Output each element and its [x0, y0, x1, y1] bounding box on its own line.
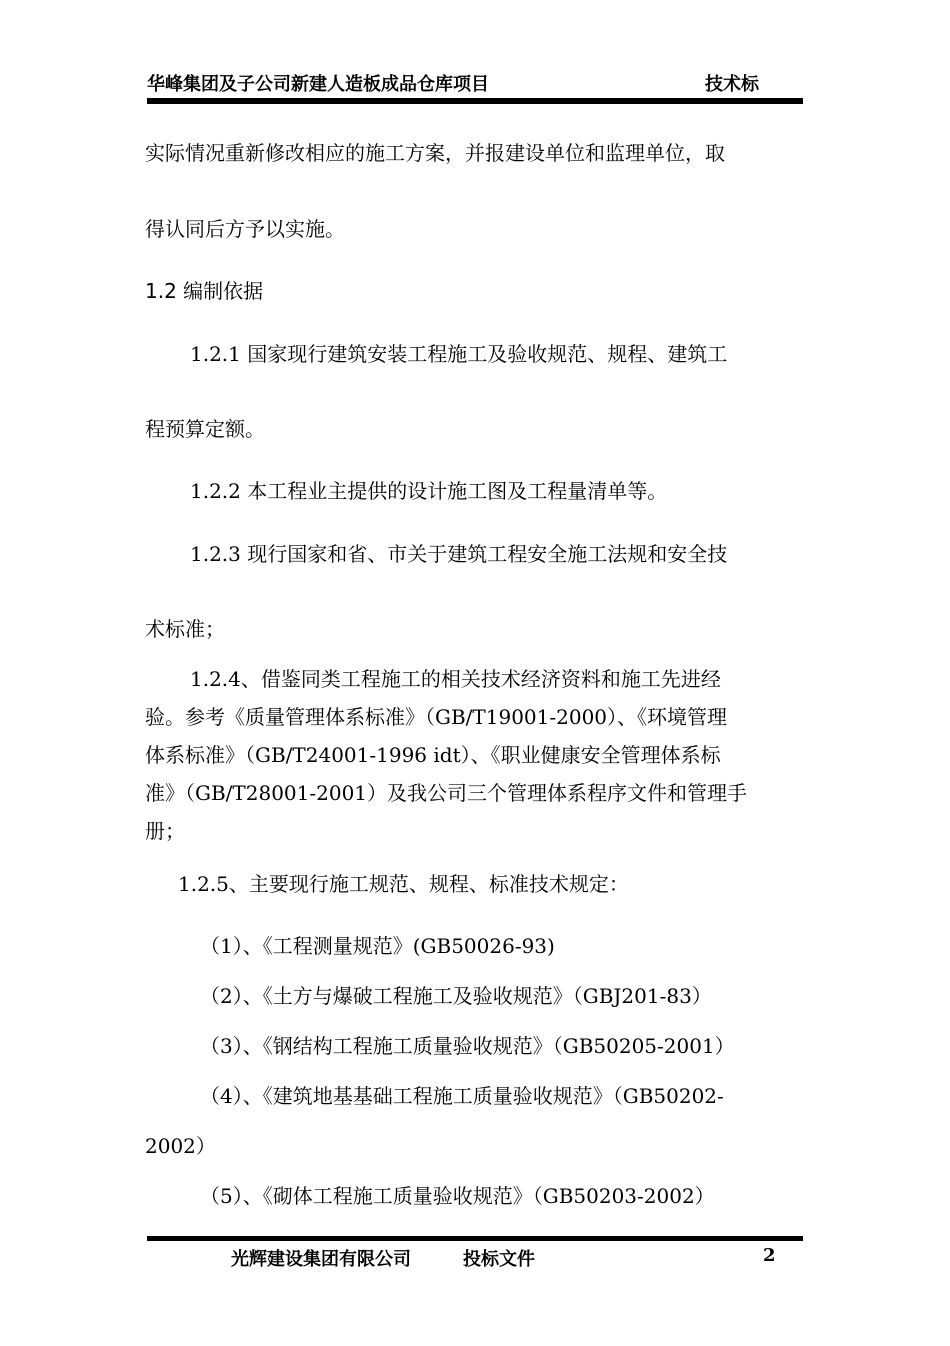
body-line: 得认同后方予以实施。: [145, 217, 345, 241]
standard-item-4-continued: 2002）: [145, 1134, 216, 1158]
clause-1-2-4-line-2: 验。参考《质量管理体系标准》（GB/T19001-2000）、《环境管理: [145, 705, 728, 729]
footer-doc-label: 投标文件: [463, 1249, 535, 1270]
project-title: 华峰集团及子公司新建人造板成品仓库项目: [147, 74, 489, 95]
clause-1-2-4-line-5: 册；: [145, 819, 185, 843]
clause-1-2-3-continued: 术标准；: [145, 617, 225, 641]
footer-rule: [147, 1236, 803, 1241]
clause-1-2-4-line-1: 1.2.4、借鉴同类工程施工的相关技术经济资料和施工先进经: [190, 667, 721, 691]
clause-1-2-2: 1.2.2 本工程业主提供的设计施工图及工程量清单等。: [190, 479, 668, 503]
standard-item-1: （1）、《工程测量规范》(GB50026-93): [200, 934, 555, 958]
standard-item-3: （3）、《钢结构工程施工质量验收规范》（GB50205-2001）: [200, 1034, 735, 1058]
section-heading: 1.2 编制依据: [145, 279, 264, 303]
clause-1-2-3: 1.2.3 现行国家和省、市关于建筑工程安全施工法规和安全技: [190, 542, 728, 566]
clause-1-2-1: 1.2.1 国家现行建筑安装工程施工及验收规范、规程、建筑工: [190, 342, 728, 366]
body-line: 实际情况重新修改相应的施工方案，并报建设单位和监理单位，取: [145, 141, 725, 165]
standard-item-5: （5）、《砌体工程施工质量验收规范》（GB50203-2002）: [200, 1184, 715, 1208]
standard-item-4: （4）、《建筑地基基础工程施工质量验收规范》（GB50202-: [200, 1084, 724, 1108]
footer-company: 光辉建设集团有限公司: [231, 1249, 411, 1270]
clause-1-2-5: 1.2.5、主要现行施工规范、规程、标准技术规定：: [178, 872, 629, 896]
clause-1-2-1-continued: 程预算定额。: [145, 417, 265, 441]
header-rule: [147, 98, 803, 104]
doc-type-label: 技术标: [705, 74, 759, 95]
standard-item-2: （2）、《土方与爆破工程施工及验收规范》（GBJ201-83）: [200, 984, 712, 1008]
clause-1-2-4-line-3: 体系标准》（GB/T24001-1996 idt）、《职业健康安全管理体系标: [145, 743, 721, 767]
page-header: [147, 70, 803, 94]
clause-1-2-4-line-4: 准》（GB/T28001-2001）及我公司三个管理体系程序文件和管理手: [145, 781, 748, 805]
page-number: 2: [763, 1245, 776, 1266]
